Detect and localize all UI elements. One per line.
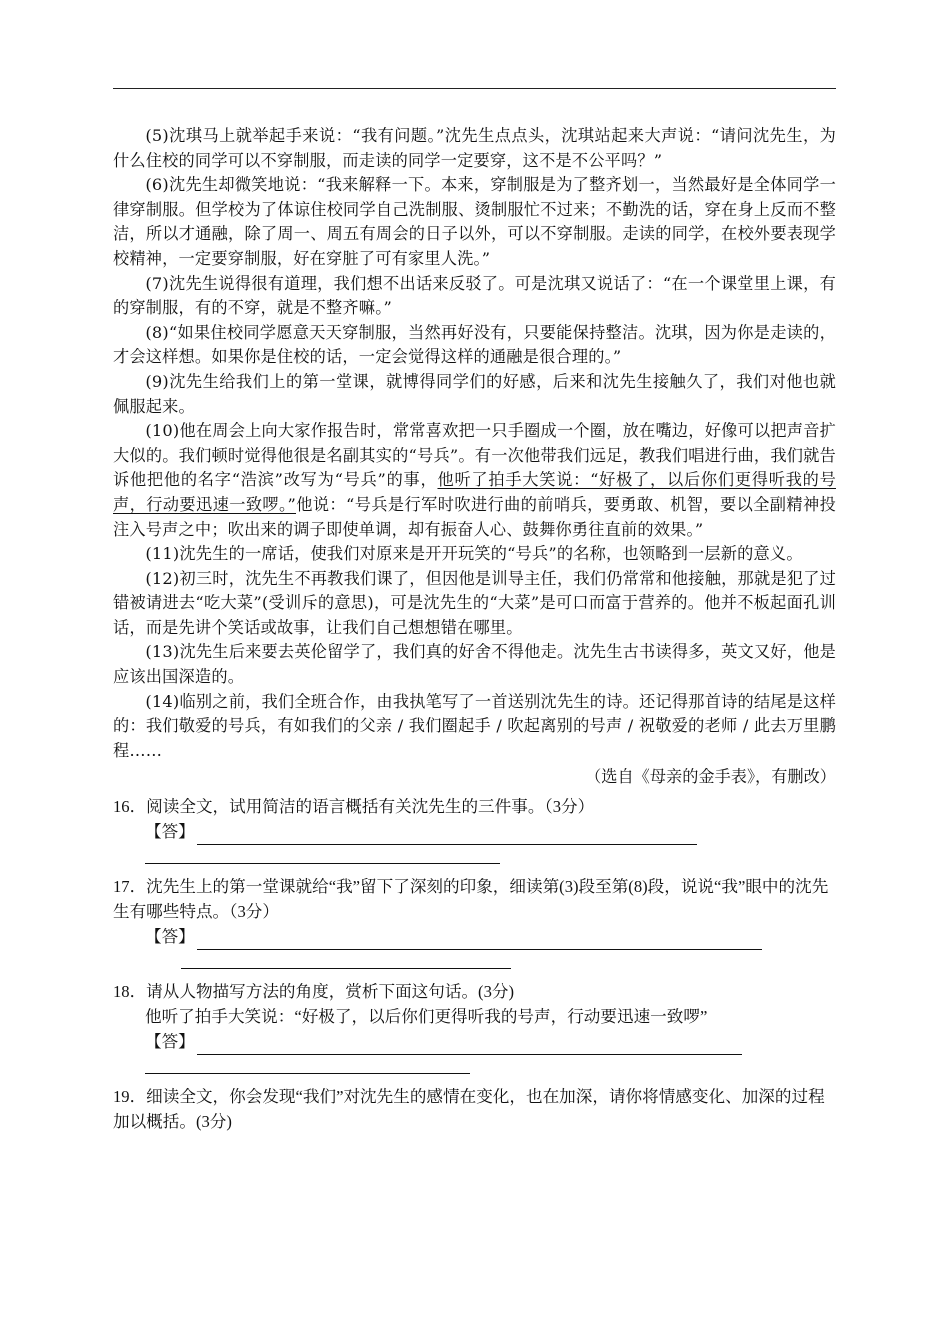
paragraph-9: (9)沈先生给我们上的第一堂课，就博得同学们的好感，后来和沈先生接触久了，我们对他也就佩服起来。	[113, 371, 836, 416]
paragraph-10-end: 他说：“号兵是行军时吹进行曲的前哨兵，要勇敢、机智，要以全副精神投注入号声之中；吹出来的调子即使单调，却有振奋人心、鼓舞你勇往直前的效果。”	[113, 494, 837, 539]
question-18-quote: 他听了拍手大笑说：“好极了，以后你们更得听我的号声，行动要迅速一致啰”	[145, 1007, 708, 1027]
paragraph-11: (11)沈先生的一席话，使我们对原来是开开玩笑的“号兵”的名称，也领略到一层新的意义。	[145, 544, 803, 564]
header-rule	[113, 88, 836, 89]
question-16: 16．阅读全文，试用简洁的语言概括有关沈先生的三件事。（3分）	[113, 797, 595, 817]
answer-line[interactable]	[197, 826, 697, 845]
question-19: 19．细读全文，你会发现“我们”对沈先生的感情在变化，也在加深，请你将情感变化、加深的过程加以概括。(3分)	[113, 1087, 825, 1132]
question-17: 17．沈先生上的第一堂课就给“我”留下了深刻的印象，细读第(3)段至第(8)段，说说“我”眼中的沈先生有哪些特点。（3分）	[113, 877, 829, 922]
answer-line[interactable]	[145, 1073, 470, 1074]
paragraph-6: (6)沈先生却微笑地说：“我来解释一下。本来，穿制服是为了整齐划一，当然最好是全体同学一律穿制服。但学校为了体谅住校同学自己洗制服、烫制服忙不过来；不勤洗的话，穿在身上反而不整洁，所以才通融，除了周一、周五有周会的日子以外，可以不穿制服。走读的同学，在校外要表现学校精神，一定要穿制服，好在穿脏了可有家里人洗。”	[113, 175, 836, 268]
answer-line[interactable]	[181, 968, 511, 969]
paragraph-8: (8)“如果住校同学愿意天天穿制服，当然再好没有，只要能保持整洁。沈琪，因为你是走读的，才会这样想。如果你是住校的话，一定会觉得这样的通融是很合理的。”	[113, 322, 836, 367]
paragraph-10	[113, 419, 836, 542]
answer-label: 【答】	[145, 927, 195, 947]
underlined-sentence: 他听了拍手大笑说：“好极了，以后你们更得听我的号声，行动要迅速一致啰。”	[113, 470, 836, 514]
source-citation: （选自《母亲的金手表》，有删改）	[585, 767, 836, 787]
answer-label: 【答】	[145, 1032, 195, 1052]
document-body	[113, 124, 836, 1134]
paragraph-12: (12)初三时，沈先生不再教我们课了，但因他是训导主任，我们仍常常和他接触，那就是犯了过错被请进去“吃大菜”(受训斥的意思)，可是沈先生的“大菜”是可口而富于营养的。他并不板起面孔训话，而是先讲个笑话或故事，让我们自己想想错在哪里。	[113, 568, 836, 637]
answer-18	[145, 1031, 836, 1055]
answer-16	[145, 821, 836, 845]
paragraph-10-start: (10)他在周会上向大家作报告时，常常喜欢把一只手圈成一个圈，放在嘴边，好像可以把声音扩大似的。我们顿时觉得他很是名副其实的“号兵”。有一次他带我们远足，教我们唱进行曲，我们就告诉他把他的名字“浩滨”改写为“号兵”的事，	[113, 421, 836, 490]
paragraph-14: (14)临别之前，我们全班合作，由我执笔写了一首送别沈先生的诗。还记得那首诗的结尾是这样的：我们敬爱的号兵，有如我们的父亲 / 我们圈起手 / 吹起离别的号声 / 祝敬爱的老师 / 此去万里鹏程……	[113, 691, 836, 760]
answer-17	[145, 926, 836, 950]
answer-line[interactable]	[197, 1036, 742, 1055]
answer-line[interactable]	[197, 931, 762, 950]
question-18: 18．请从人物描写方法的角度，赏析下面这句话。(3分)	[113, 982, 515, 1002]
paragraph-13: (13)沈先生后来要去英伦留学了，我们真的好舍不得他走。沈先生古书读得多，英文又好，他是应该出国深造的。	[113, 642, 836, 687]
paragraph-5: (5)沈琪马上就举起手来说：“我有问题。”沈先生点点头，沈琪站起来大声说：“请问沈先生，为什么住校的同学可以不穿制服，而走读的同学一定要穿，这不是不公平吗？”	[113, 126, 836, 170]
paragraph-7: (7)沈先生说得很有道理，我们想不出话来反驳了。可是沈琪又说话了：“在一个课堂里上课，有的穿制服，有的不穿，就是不整齐嘛。”	[113, 273, 836, 318]
answer-line[interactable]	[145, 863, 500, 864]
answer-label: 【答】	[145, 822, 195, 842]
